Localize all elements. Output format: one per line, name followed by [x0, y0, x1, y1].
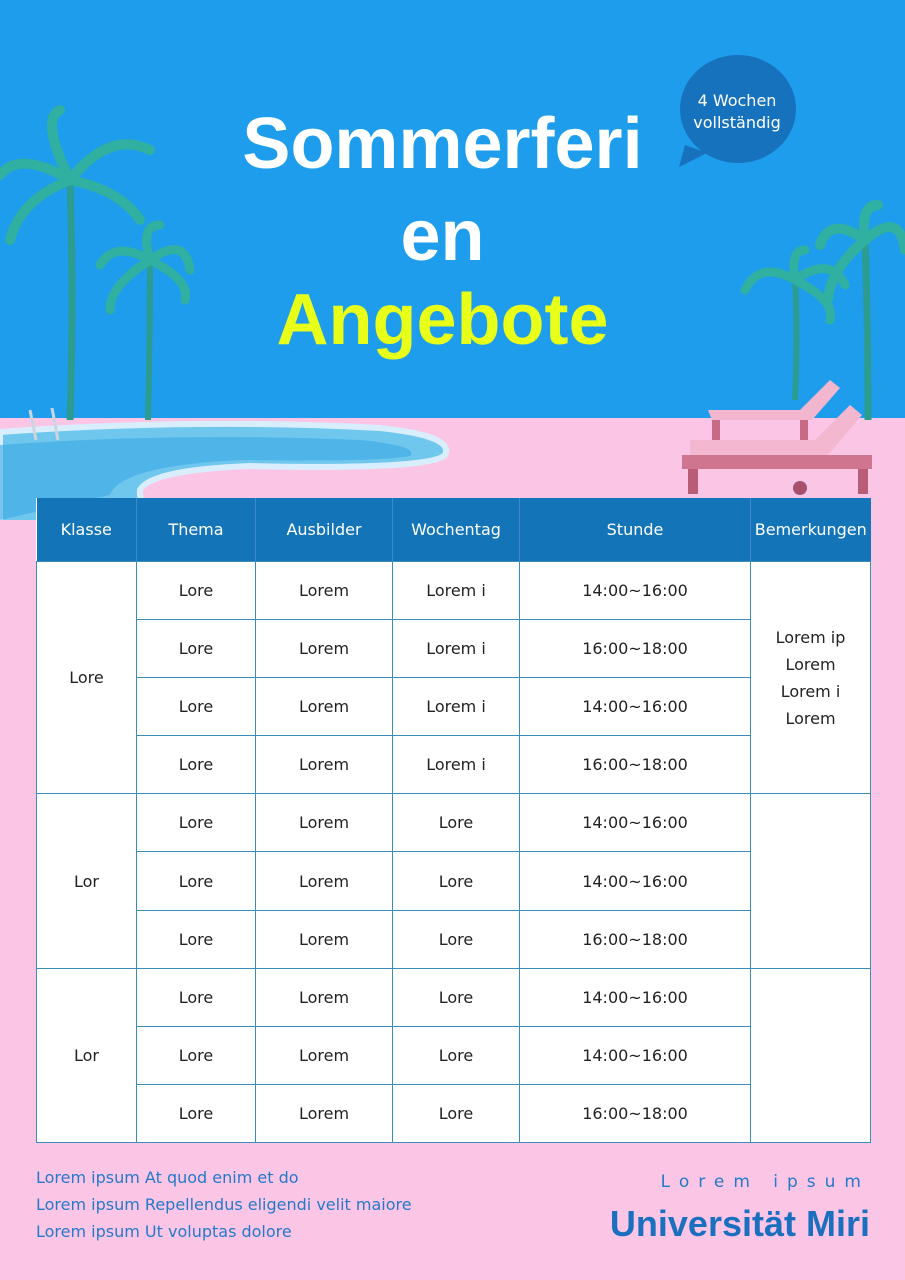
header-bemerkungen: Bemerkungen: [751, 498, 871, 562]
brand-subtitle: Lorem ipsum: [660, 1172, 870, 1192]
palm-tree-icon: [0, 110, 150, 420]
weekday-cell: Lorem i: [393, 678, 520, 736]
header-wochentag: Wochentag: [393, 498, 520, 562]
footer-line: Lorem ipsum At quod enim et do: [36, 1168, 299, 1187]
table-row: [37, 736, 871, 794]
topic-cell: Lore: [137, 562, 256, 620]
weekday-cell: Lore: [393, 794, 520, 852]
duration-badge: 4 Wochen vollständig: [693, 91, 781, 132]
note-cell: [751, 968, 871, 1142]
time-cell: 14:00~16:00: [520, 968, 751, 1026]
weekday-cell: Lore: [393, 910, 520, 968]
instructor-cell: Lorem: [256, 1084, 393, 1142]
topic-cell: Lore: [137, 1084, 256, 1142]
title-highlight: Angebote: [276, 280, 609, 360]
time-cell: 16:00~18:00: [520, 620, 751, 678]
table-row: [37, 620, 871, 678]
topic-cell: Lore: [137, 678, 256, 736]
time-cell: 14:00~16:00: [520, 1026, 751, 1084]
time-cell: 16:00~18:00: [520, 1084, 751, 1142]
header-stunde: Stunde: [520, 498, 751, 562]
weekday-cell: Lore: [393, 968, 520, 1026]
schedule-table: [36, 498, 871, 1143]
note-text: Lorem ip Lorem Lorem i Lorem: [775, 627, 846, 728]
header-ausbilder: Ausbilder: [256, 498, 393, 562]
instructor-cell: Lorem: [256, 1026, 393, 1084]
topic-cell: Lore: [137, 620, 256, 678]
time-cell: 14:00~16:00: [520, 794, 751, 852]
footer-line: Lorem ipsum Repellendus eligendi velit maiore: [36, 1195, 412, 1214]
palm-tree-icon: [745, 250, 845, 400]
title-line-1: Sommerferi: [242, 104, 643, 184]
note-cell: [751, 562, 871, 794]
weekday-cell: Lore: [393, 852, 520, 910]
instructor-cell: Lorem: [256, 794, 393, 852]
time-cell: 16:00~18:00: [520, 736, 751, 794]
time-cell: 14:00~16:00: [520, 852, 751, 910]
class-cell: Lore: [37, 562, 137, 794]
table-row: [37, 852, 871, 910]
topic-cell: Lore: [137, 968, 256, 1026]
footer-notes: [36, 1164, 412, 1245]
palm-tree-icon: [100, 225, 190, 420]
time-cell: 14:00~16:00: [520, 562, 751, 620]
table-row: [37, 562, 871, 620]
topic-cell: Lore: [137, 910, 256, 968]
weekday-cell: Lorem i: [393, 562, 520, 620]
title-line-2: en: [400, 196, 485, 276]
header-klasse: Klasse: [37, 498, 137, 562]
instructor-cell: Lorem: [256, 562, 393, 620]
instructor-cell: Lorem: [256, 678, 393, 736]
table-header-row: [37, 498, 871, 562]
topic-cell: Lore: [137, 736, 256, 794]
instructor-cell: Lorem: [256, 968, 393, 1026]
instructor-cell: Lorem: [256, 620, 393, 678]
table-row: [37, 910, 871, 968]
footer-line: Lorem ipsum Ut voluptas dolore: [36, 1222, 292, 1241]
table-row: [37, 968, 871, 1026]
instructor-cell: Lorem: [256, 910, 393, 968]
topic-cell: Lore: [137, 1026, 256, 1084]
note-cell: [751, 794, 871, 968]
weekday-cell: Lore: [393, 1084, 520, 1142]
topic-cell: Lore: [137, 794, 256, 852]
class-cell: Lor: [37, 794, 137, 968]
brand-name: Universität Miri: [609, 1203, 870, 1244]
header-thema: Thema: [137, 498, 256, 562]
topic-cell: Lore: [137, 852, 256, 910]
time-cell: 14:00~16:00: [520, 678, 751, 736]
time-cell: 16:00~18:00: [520, 910, 751, 968]
table-row: [37, 1084, 871, 1142]
instructor-cell: Lorem: [256, 852, 393, 910]
weekday-cell: Lore: [393, 1026, 520, 1084]
instructor-cell: Lorem: [256, 736, 393, 794]
table-row: [37, 678, 871, 736]
weekday-cell: Lorem i: [393, 736, 520, 794]
table-row: [37, 794, 871, 852]
weekday-cell: Lorem i: [393, 620, 520, 678]
table-row: [37, 1026, 871, 1084]
class-cell: Lor: [37, 968, 137, 1142]
